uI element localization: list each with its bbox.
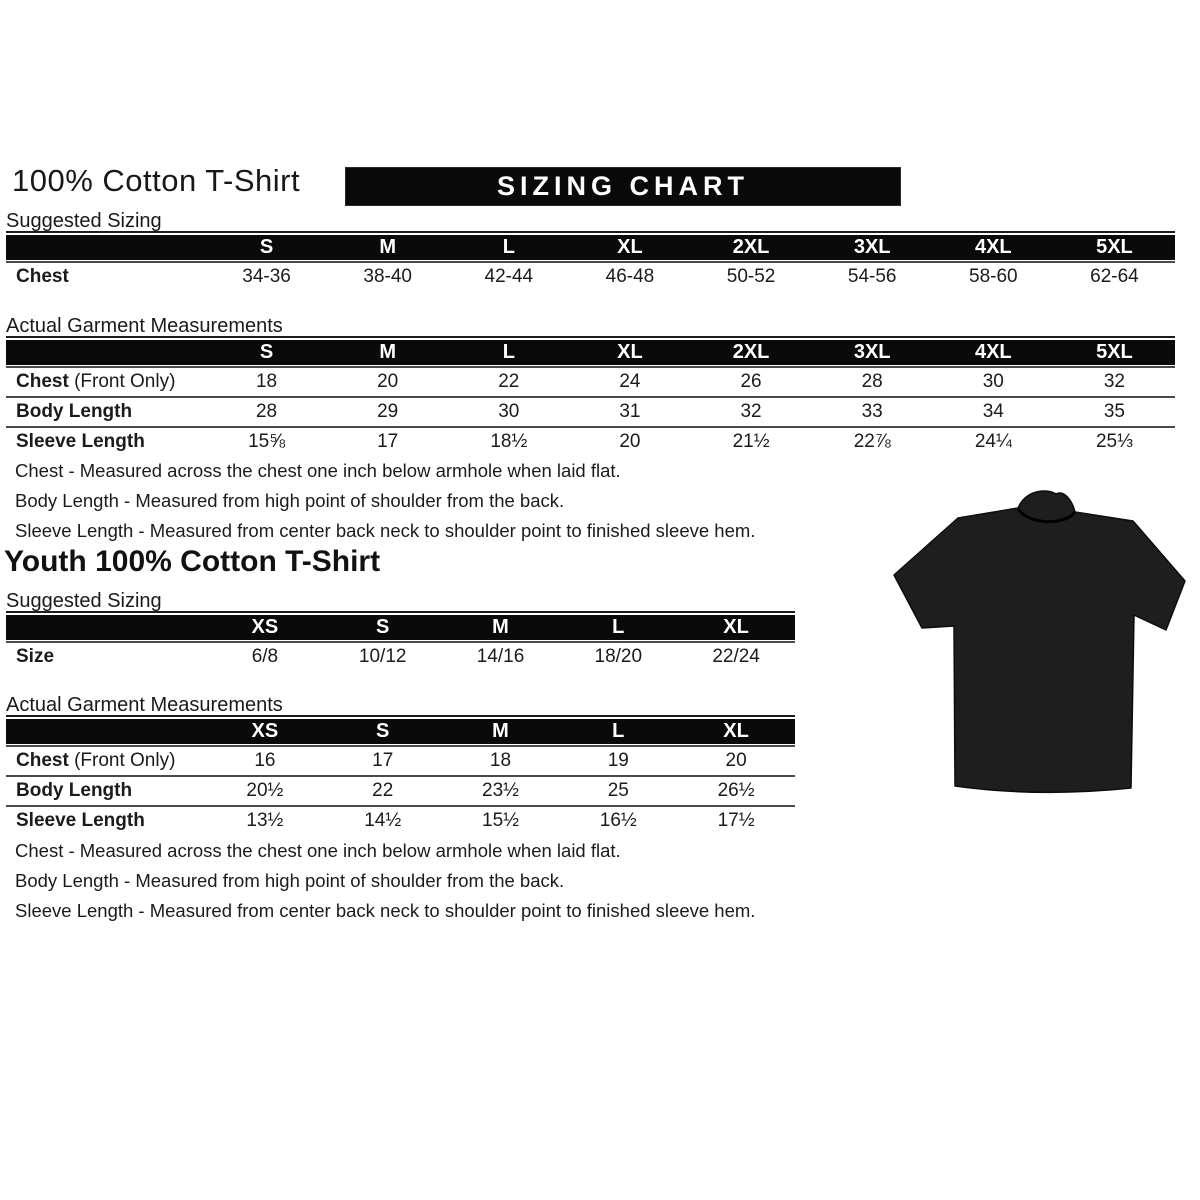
table-cell: 18 (255, 370, 278, 392)
table-cell: 15⅝ (248, 430, 286, 452)
table-cell: 15½ (482, 809, 519, 831)
column-header: 2XL (732, 236, 770, 258)
row-label: Chest (Front Only) (16, 370, 176, 392)
table-cell: 25 (607, 779, 629, 801)
adult-actual-measurements-label: Actual Garment Measurements (6, 315, 283, 337)
tshirt-body-shape (894, 491, 1185, 792)
table-cell: 14/16 (476, 645, 525, 667)
adult-suggested-sizing-label: Suggested Sizing (6, 210, 162, 232)
table-row (6, 366, 1175, 395)
table-cell: 38-40 (363, 265, 412, 287)
column-header: XS (251, 616, 279, 638)
table-header-row (6, 340, 1175, 365)
note-line: Body Length - Measured from high point of shoulder from the back. (15, 870, 565, 891)
column-header: M (379, 341, 397, 363)
table-cell: 26 (740, 370, 762, 392)
table-cell: 26½ (717, 779, 755, 801)
table-row (6, 641, 795, 670)
table-cell: 34 (982, 400, 1004, 422)
table-cell: 22/24 (712, 645, 760, 667)
table-cell: 33 (861, 400, 883, 422)
table-cell: 42-44 (484, 265, 534, 287)
table-cell: 30 (498, 400, 520, 422)
column-header: 2XL (732, 341, 770, 363)
table-cell: 16½ (599, 809, 637, 831)
row-label: Size (16, 645, 55, 667)
youth-suggested-sizing-table (6, 611, 795, 670)
table-row (6, 805, 795, 834)
table-cell: 18 (489, 749, 512, 771)
column-header: XL (617, 341, 643, 363)
note-line: Chest - Measured across the chest one inch below armhole when laid flat. (15, 840, 621, 861)
column-header: 3XL (853, 236, 891, 258)
adult-suggested-sizing-table (6, 231, 1175, 290)
youth-suggested-sizing-label: Suggested Sizing (6, 590, 162, 612)
column-header: S (259, 341, 274, 363)
table-row (6, 261, 1175, 290)
table-cell: 17 (372, 749, 394, 771)
table-cell: 58-60 (969, 265, 1018, 287)
table-cell: 25⅓ (1095, 430, 1133, 452)
row-label: Chest (16, 265, 69, 287)
table-cell: 10/12 (358, 645, 407, 667)
table-cell: 32 (1103, 370, 1125, 392)
table-cell: 54-56 (847, 265, 897, 287)
table-cell: 20 (377, 370, 399, 392)
table-cell: 13½ (246, 809, 284, 831)
row-label: Body Length (16, 779, 133, 801)
row-label: Chest (Front Only) (16, 749, 176, 771)
column-header: S (376, 616, 390, 638)
table-row (6, 745, 795, 774)
table-cell: 50-52 (726, 265, 776, 287)
column-header: XL (723, 616, 749, 638)
table-cell: 35 (1103, 400, 1125, 422)
table-cell: 17 (377, 430, 399, 452)
row-label: Sleeve Length (16, 430, 145, 452)
column-header: M (492, 720, 509, 742)
table-cell: 18½ (490, 430, 528, 452)
table-cell: 22⅞ (853, 430, 891, 452)
table-cell: 62-64 (1090, 265, 1139, 287)
note-line: Chest - Measured across the chest one inch below armhole when laid flat. (15, 460, 621, 481)
youth-actual-measurements-label: Actual Garment Measurements (6, 694, 283, 716)
table-header-row (6, 235, 1175, 260)
table-cell: 23½ (482, 779, 519, 801)
table-cell: 29 (377, 400, 399, 422)
table-cell: 34-36 (242, 265, 291, 287)
column-header: M (379, 236, 397, 258)
tshirt-image (878, 468, 1200, 808)
page-title: 100% Cotton T-Shirt (12, 163, 301, 198)
note-line: Sleeve Length - Measured from center back neck to shoulder point to finished sleeve hem. (15, 900, 756, 921)
column-header: 5XL (1096, 236, 1133, 258)
table-cell: 24¼ (974, 430, 1012, 452)
note-line: Body Length - Measured from high point of shoulder from the back. (15, 490, 565, 511)
table-cell: 20½ (246, 779, 284, 801)
table-header-row (6, 615, 795, 640)
table-cell: 17½ (717, 809, 755, 831)
table-cell: 14½ (364, 809, 402, 831)
table-cell: 24 (619, 370, 641, 392)
youth-title: Youth 100% Cotton T-Shirt (4, 545, 381, 578)
adult-measurement-notes (15, 456, 755, 546)
column-header: 4XL (974, 341, 1012, 363)
table-cell: 6/8 (251, 645, 279, 667)
column-header: XL (617, 236, 643, 258)
youth-actual-measurements-table (6, 715, 795, 834)
table-cell: 31 (619, 400, 641, 422)
table-cell: 22 (498, 370, 520, 392)
column-header: L (612, 720, 625, 742)
table-cell: 28 (861, 370, 883, 392)
column-header: M (492, 616, 509, 638)
table-cell: 18/20 (594, 645, 643, 667)
row-label: Sleeve Length (16, 809, 145, 831)
table-cell: 20 (619, 430, 641, 452)
column-header: XL (723, 720, 749, 742)
table-header-row (6, 719, 795, 744)
column-header: 3XL (853, 341, 891, 363)
table-cell: 20 (725, 749, 747, 771)
table-row (6, 426, 1175, 455)
column-header: S (376, 720, 390, 742)
youth-measurement-notes (15, 836, 755, 926)
table-cell: 32 (740, 400, 762, 422)
column-header: 4XL (974, 236, 1012, 258)
table-cell: 21½ (732, 430, 770, 452)
column-header: L (612, 616, 625, 638)
column-header: S (259, 236, 274, 258)
table-cell: 28 (255, 400, 278, 422)
column-header: L (502, 341, 515, 363)
note-line: Sleeve Length - Measured from center back neck to shoulder point to finished sleeve hem. (15, 520, 756, 541)
sizing-chart-banner: SIZING CHART (345, 167, 901, 206)
table-cell: 22 (372, 779, 394, 801)
table-row (6, 396, 1175, 425)
adult-actual-measurements-table (6, 336, 1175, 455)
table-cell: 30 (982, 370, 1004, 392)
row-label: Body Length (16, 400, 133, 422)
table-cell: 19 (607, 749, 629, 771)
table-cell: 46-48 (605, 265, 655, 287)
table-row (6, 775, 795, 804)
table-cell: 16 (254, 749, 276, 771)
column-header: L (502, 236, 515, 258)
column-header: XS (251, 720, 279, 742)
column-header: 5XL (1096, 341, 1133, 363)
